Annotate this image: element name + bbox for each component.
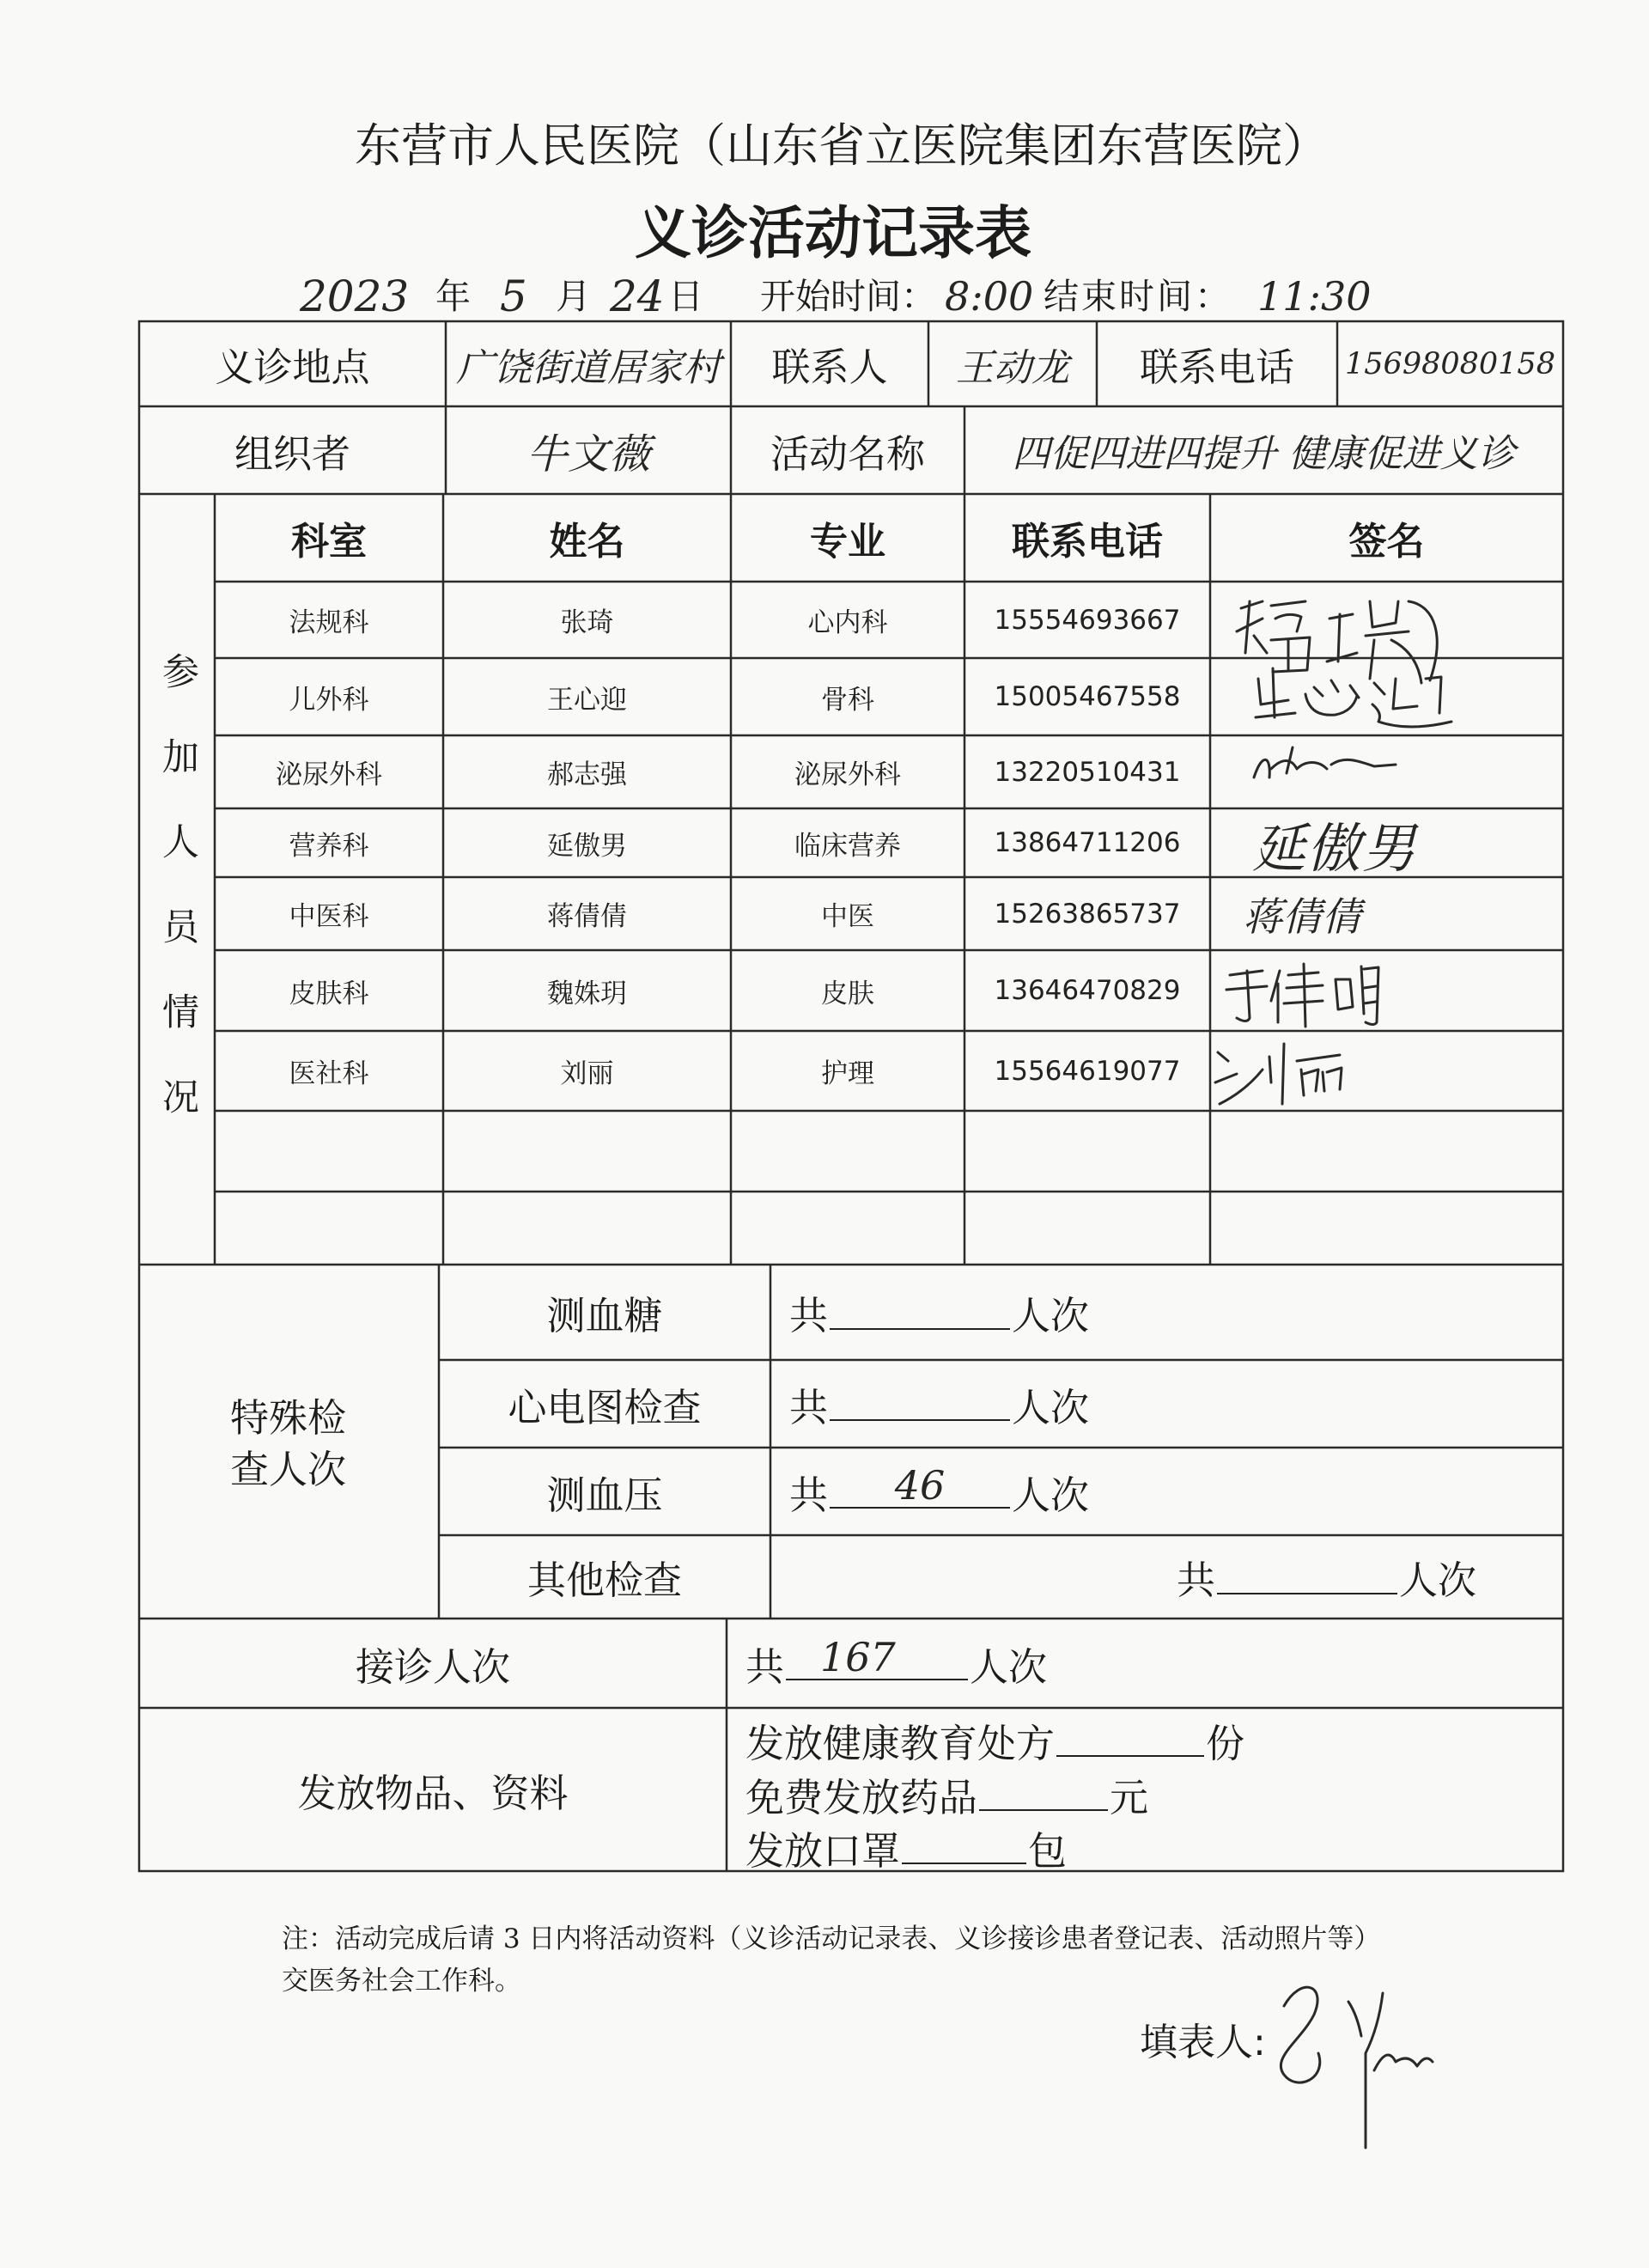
signature-stroke [1254,747,1396,777]
fill-in-blank [1056,1722,1204,1757]
signature-stroke [1215,1044,1284,1104]
blood-pressure-label: 测血压 [546,1472,663,1518]
phone-cell: 13646470829 [994,975,1181,1006]
contact-label: 联系人 [771,344,888,390]
location-value: 广饶街道居家村 [456,345,721,390]
blood-pressure-count [789,1448,1089,1535]
fill-in-blank [786,1634,968,1680]
column-header-specialty: 专业 [810,520,885,564]
start-time-value: 8:00 [945,273,1034,320]
signature-row-1 [1237,601,1437,683]
participants-section-label: 参加人员情况 [156,652,199,1162]
specialty-cell: 骨科 [821,684,874,716]
count-suffix: 人次 [1012,1293,1090,1338]
distribution-label: 发放物品、资料 [297,1770,569,1816]
signature-stroke [1327,601,1437,683]
item-label: 发放健康教育处方 [745,1720,1056,1766]
handwritten-count: 46 [894,1462,946,1509]
count-suffix: 人次 [1012,1472,1090,1518]
name-cell: 张琦 [560,607,614,638]
signature-stroke [1226,971,1267,1021]
signature-stroke [1374,2055,1433,2070]
signature-text: 蒋倩倩 [1243,893,1361,940]
count-prefix: 共 [745,1643,785,1690]
signature-stroke [1237,601,1267,653]
item-unit: 元 [1110,1774,1149,1820]
month-label: 月 [556,276,591,317]
phone-cell: 15263865737 [994,898,1181,930]
fill-in-blank [1217,1560,1397,1594]
day-label: 日 [668,276,703,317]
date-year: 2023 [300,271,410,321]
name-cell: 延傲男 [547,830,627,862]
year-label: 年 [435,276,471,317]
signature-row-6 [1226,964,1378,1027]
dept-cell: 皮肤科 [289,978,369,1009]
phone-label: 联系电话 [1139,344,1294,390]
health-prescription-line [745,1714,1244,1765]
note-line-1: 注：活动完成后请 3 日内将活动资料（义诊活动记录表、义诊接诊患者登记表、活动照片等） [282,1924,1381,1954]
phone-value: 15698080158 [1345,346,1555,381]
count-prefix: 共 [789,1293,829,1338]
contact-value: 王动龙 [956,345,1069,390]
specialty-cell: 护理 [821,1058,874,1089]
ecg-label: 心电图检查 [508,1384,702,1430]
phone-cell: 15005467558 [994,681,1181,712]
count-suffix: 人次 [1399,1558,1477,1603]
count-prefix: 共 [1177,1558,1216,1603]
dept-cell: 儿外科 [289,684,369,716]
signature-stroke [1297,1055,1342,1095]
column-header-name: 姓名 [549,520,625,564]
end-time-label: 结束时间： [1044,276,1232,317]
specialty-cell: 皮肤 [821,978,874,1009]
phone-cell: 15554693667 [994,604,1181,636]
signature-text: 延傲男 [1252,817,1418,880]
column-header-signature: 签名 [1348,520,1425,564]
count-suffix: 人次 [970,1643,1048,1690]
masks-line [745,1821,1067,1873]
name-cell: 蒋倩倩 [547,901,627,932]
signature-stroke [1281,1987,1319,2082]
blood-glucose-count [789,1265,1089,1360]
fill-in-blank [979,1777,1108,1811]
special-checks-label: 特殊检查人次 [230,1395,347,1492]
signature-stroke [1271,964,1323,1027]
other-checks-label: 其他检查 [526,1558,682,1603]
dept-cell: 营养科 [289,830,369,862]
signature-row-3 [1254,747,1396,777]
filler-label: 填表人: [1140,2021,1266,2064]
activity-value: 四促四进四提升 健康促进义诊 [1012,432,1516,476]
signature-stroke [1336,966,1378,1025]
signature-stroke [1305,680,1359,715]
specialty-cell: 泌尿外科 [794,759,901,790]
date-month: 5 [500,271,527,321]
date-day: 24 [610,271,665,321]
handwritten-count: 167 [820,1634,896,1680]
name-cell: 刘丽 [560,1058,614,1089]
blood-glucose-label: 测血糖 [546,1293,663,1338]
signature-row-7 [1215,1044,1342,1104]
fill-in-blank [902,1830,1026,1864]
dept-cell: 医社科 [289,1058,369,1089]
other-checks-count [1177,1535,1476,1619]
end-time-value: 11:30 [1257,273,1372,320]
dept-cell: 泌尿外科 [276,759,382,790]
phone-cell: 15564619077 [994,1055,1181,1087]
item-unit: 包 [1028,1827,1068,1874]
signature-stroke [1372,677,1451,727]
dept-cell: 法规科 [289,607,369,638]
visits-count [745,1619,1047,1708]
phone-cell: 13864711206 [994,827,1181,858]
item-unit: 份 [1206,1720,1245,1766]
activity-label: 活动名称 [770,430,925,477]
specialty-cell: 心内科 [807,607,888,638]
column-header-phone: 联系电话 [1012,520,1163,564]
item-label: 发放口罩 [745,1827,901,1874]
organizer-value: 牛文薇 [526,430,650,479]
specialty-cell: 中医 [821,901,874,932]
start-time-label: 开始时间： [760,276,936,317]
name-cell: 王心迎 [547,684,627,716]
signature-row-2 [1256,668,1451,727]
name-cell: 魏姝玥 [547,978,627,1009]
form-title: 义诊活动记录表 [635,199,1031,266]
note-line-2: 交医务社会工作科。 [282,1966,521,1997]
count-prefix: 共 [789,1384,829,1430]
signature-stroke [1271,601,1310,672]
free-medicine-line [745,1768,1148,1820]
visits-label: 接诊人次 [355,1643,510,1690]
organizer-label: 组织者 [234,430,350,477]
location-label: 义诊地点 [215,344,370,390]
column-header-dept: 科室 [291,520,367,564]
dept-cell: 中医科 [289,901,369,932]
count-prefix: 共 [789,1472,829,1518]
count-suffix: 人次 [1012,1384,1090,1430]
signature-stroke [1348,1993,1383,2148]
item-label: 免费发放药品 [745,1774,978,1820]
signature-stroke [1256,668,1295,717]
fill-in-blank [830,1296,1010,1330]
ecg-count [789,1360,1089,1448]
hospital-name: 东营市人民医院（山东省立医院集团东营医院） [355,118,1329,173]
fill-in-blank [830,1387,1010,1421]
name-cell: 郝志强 [547,759,627,790]
specialty-cell: 临床营养 [794,830,901,862]
filler-signature [1281,1987,1433,2148]
phone-cell: 13220510431 [994,756,1181,788]
fill-in-blank [830,1462,1010,1509]
